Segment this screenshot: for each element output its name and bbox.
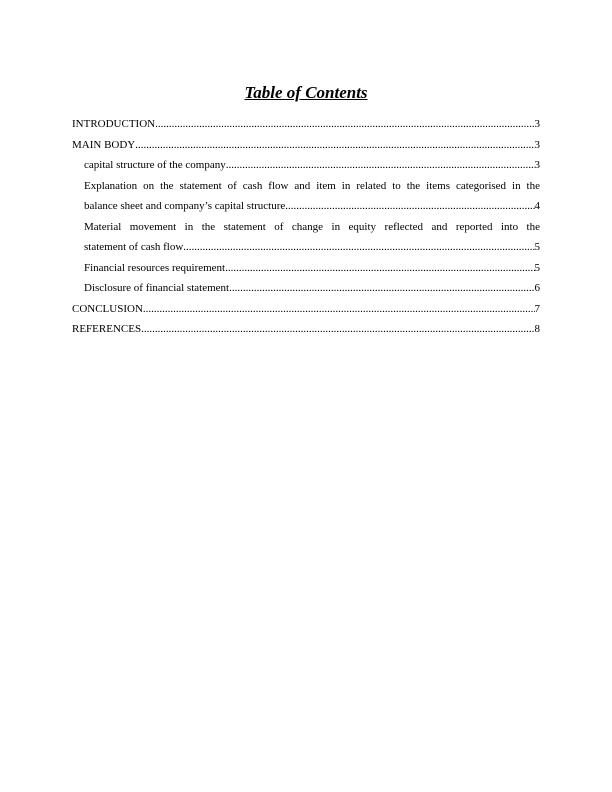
dot-leader bbox=[226, 155, 535, 176]
toc-page-number: 3 bbox=[534, 159, 540, 171]
toc-entry-label: REFERENCES bbox=[72, 323, 142, 335]
toc-entry-financial-resources[interactable] bbox=[72, 258, 540, 279]
toc-entry-label: Financial resources requirement bbox=[84, 261, 226, 274]
dot-leader bbox=[225, 258, 534, 279]
toc-entry-cash-flow-explanation[interactable] bbox=[72, 176, 540, 217]
dot-leader bbox=[229, 278, 534, 299]
toc-entry-label: Disclosure of financial statement bbox=[84, 282, 230, 294]
toc-entry-capital-structure[interactable] bbox=[72, 155, 540, 176]
toc-page-number: 3 bbox=[534, 138, 540, 151]
toc-entry-label: INTRODUCTION bbox=[72, 118, 156, 130]
table-of-contents bbox=[72, 114, 540, 340]
dot-leader bbox=[141, 319, 534, 340]
toc-entry-disclosure[interactable] bbox=[72, 278, 540, 299]
toc-entry-conclusion[interactable] bbox=[72, 299, 540, 320]
dot-leader bbox=[285, 196, 534, 217]
toc-entry-material-movement[interactable] bbox=[72, 217, 540, 258]
toc-page-number: 5 bbox=[534, 241, 540, 253]
toc-page-number: 7 bbox=[534, 302, 540, 315]
dot-leader bbox=[183, 237, 534, 258]
dot-leader bbox=[143, 299, 535, 320]
dot-leader bbox=[135, 135, 534, 156]
toc-entry-label: capital structure of the company bbox=[84, 159, 226, 171]
toc-entry-label: CONCLUSION bbox=[72, 302, 143, 315]
toc-entry-introduction[interactable] bbox=[72, 114, 540, 135]
toc-entry-label-line1: Explanation on the statement of cash flow and item in related to the items categorised in the bbox=[84, 179, 540, 192]
toc-entry-main-body[interactable] bbox=[72, 135, 540, 156]
toc-entry-references[interactable] bbox=[72, 319, 540, 340]
toc-entry-label-line1: Material movement in the statement of change in equity reflected and reported into the bbox=[84, 220, 540, 233]
toc-page-number: 3 bbox=[534, 118, 540, 130]
toc-page-number: 4 bbox=[534, 200, 540, 212]
toc-entry-label: balance sheet and company’s capital structure bbox=[84, 200, 286, 212]
toc-page-number: 8 bbox=[534, 323, 540, 335]
toc-entry-label: statement of cash flow bbox=[84, 241, 184, 253]
toc-title: Table of Contents bbox=[244, 83, 368, 102]
toc-page-number: 5 bbox=[534, 261, 540, 274]
toc-page-number: 6 bbox=[534, 282, 540, 294]
dot-leader bbox=[155, 114, 534, 135]
toc-entry-label: MAIN BODY bbox=[72, 138, 136, 151]
